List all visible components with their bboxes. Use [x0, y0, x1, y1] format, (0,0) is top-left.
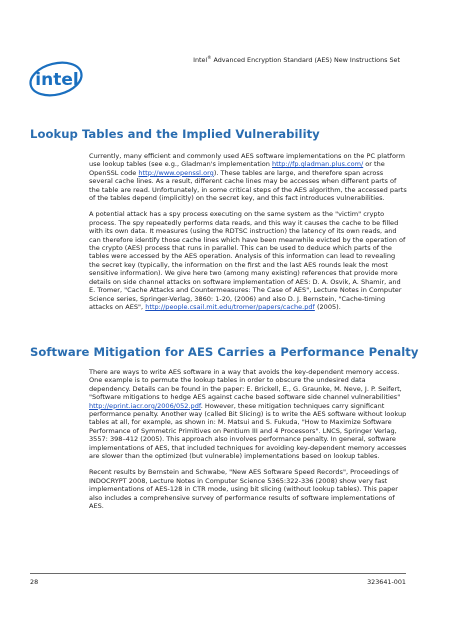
- svg-text:intel: intel: [35, 70, 79, 90]
- paragraph: There are ways to write AES software in a way that avoids the key-dependent memory access. One example is to permute the lookup tables in order to obscure the undesired data dependency. Details can be found in the paper: E. Brickell, E., G. Graunke, M. Neve, J. P. Seifert, "Software mitigations to hedge AES against cache based software side channel vulnerabilities" http://eprint.iacr.org/2006/052.pdf. However, these mitigation techniques carry significant performance penalty. Another way (called Bit Slicing) is to write the AES software without lookup tables at all, for example, as shown in: M. Matsui and S. Fukuda, "How to Maximize Software Performance of Symmetric Primitives on Pentium III and 4 Processors". LNCS, Springer Verlag, 3557: 398–412 (2005). This approach also involves performance penalty. In general, software implementations of AES, that included techniques for avoiding key-dependent memory accesses are slower than the optimized (but vulnerable) implementations based on lookup tables.: [89, 368, 407, 461]
- link-cache-paper[interactable]: http://people.csail.mit.edu/tromer/papers/cache.pdf: [145, 302, 315, 311]
- paragraph: A potential attack has a spy process executing on the same system as the "victim" crypto process. The spy repeatedly performs data reads, and this way it causes the cache to be filled with its own data. It measures (using the RDTSC instruction) the latency of its own reads, and can therefore identify those cache lines which have been meanwhile evicted by the operation of the crypto (AES) process that runs in parallel. This can be used to deduce which parts of the tables were accessed by the AES operation. Analysis of this information can lead to revealing the secret key (typically, the information on the first and the last AES rounds leak the most sensitive information). We give here two (among many existing) references that provide more details on side channel attacks on software implementation of AES: D. A. Osvik, A. Shamir, and E. Tromer, "Cache Attacks and Countermeasures: The Case of AES", Lecture Notes in Computer Science series, Springer-Verlag, 3860: 1-20, (2006) and also D. J. Bernstein, "Cache-timing attacks on AES", http://people.csail.mit.edu/tromer/papers/cache.pdf (2005).: [89, 210, 406, 311]
- paragraph: Currently, many efficient and commonly used AES software implementations on the PC platform use lookup tables (see e.g., Gladman's implementation http://fp.gladman.plus.com/ or the OpenSSL code http://www.openssl.org). These tables are large, and therefore span across several cache lines. As a result, different cache lines may be accesses when different parts of the table are read. Unfortunately, in some critical steps of the AES algorithm, the accessed parts of the tables depend (implicitly) on the secret key, and this fact introduces vulnerabilities.: [89, 152, 407, 203]
- running-header: Intel® Advanced Encryption Standard (AES) New Instructions Set: [193, 55, 400, 65]
- link-openssl[interactable]: http://www.openssl.org: [138, 168, 214, 177]
- section-heading-lookup-tables: Lookup Tables and the Implied Vulnerability: [30, 127, 320, 141]
- section-heading-software-mitigation: Software Mitigation for AES Carries a Performance Penalty: [30, 345, 419, 359]
- section-body-lookup-tables: [89, 152, 407, 319]
- link-gladman[interactable]: http://fp.gladman.plus.com/: [272, 160, 364, 169]
- document-number: 323641-001: [367, 578, 406, 586]
- intel-logo: [28, 58, 84, 98]
- paragraph: Recent results by Bernstein and Schwabe, "New AES Software Speed Records", Proceedings of INDOCRYPT 2008, Lecture Notes in Computer Science 5365:322-336 (2008) show very fast implementations of AES-128 in CTR mode, using bit slicing (without lookup tables). This paper also includes a comprehensive survey of performance results of software implementations of AES.: [89, 468, 399, 511]
- section-body-software-mitigation: [89, 368, 407, 519]
- link-eprint[interactable]: http://eprint.iacr.org/2006/052.pdf: [89, 401, 201, 410]
- page-number: 28: [30, 578, 39, 586]
- footer-divider: [30, 573, 406, 574]
